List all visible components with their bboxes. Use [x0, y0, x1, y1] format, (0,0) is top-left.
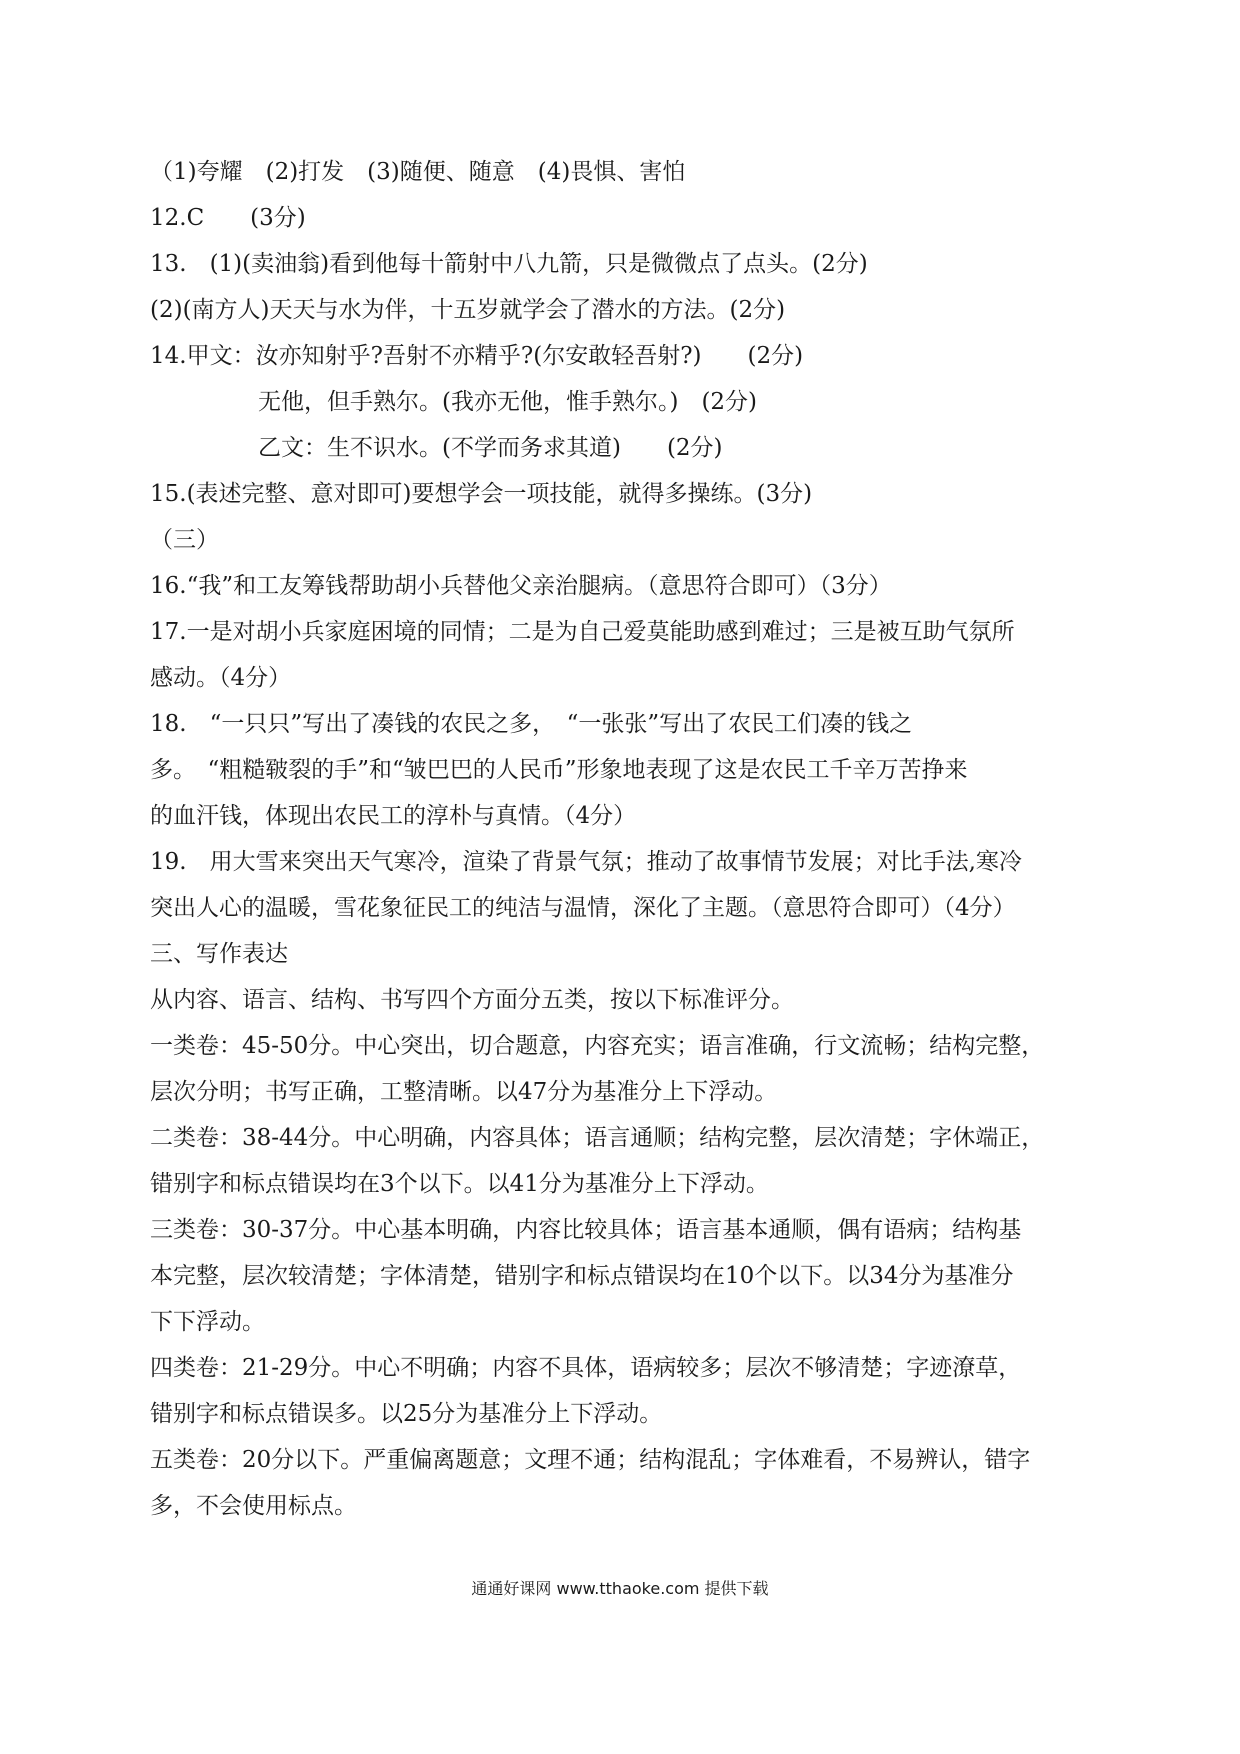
grade-3-line-3: 下下浮动。 [150, 1309, 265, 1335]
grade-2-line-2: 错别字和标点错误均在3个以下。以41分为基准分上下浮动。 [150, 1171, 769, 1197]
grade-2-line-1: 二类卷：38-44分。中心明确，内容具体；语言通顺；结构完整，层次清楚；字休端正， [150, 1125, 1045, 1151]
grade-5-line-2: 多，不会使用标点。 [150, 1493, 357, 1519]
grade-3-line-1: 三类卷：30-37分。中心基本明确，内容比较具体；语言基本通顺，偶有语病；结构基 [150, 1217, 1022, 1243]
page-footer: 通通好课网 www.tthaoke.com 提供下载 [471, 1579, 769, 1598]
answer-line-13-2: (2)(南方人)天天与水为伴，十五岁就学会了潜水的方法。(2分) [150, 297, 786, 323]
scoring-intro: 从内容、语言、结构、书写四个方面分五类，按以下标准评分。 [150, 987, 794, 1013]
section-heading-writing: 三、写作表达 [150, 941, 288, 967]
grade-5-line-1: 五类卷：20分以下。严重偏离题意；文理不通；结构混乱；字体难看，不易辨认，错字 [150, 1447, 1031, 1473]
answer-line-17-2: 感动。（4分） [150, 665, 292, 691]
answer-line-14-1: 14.甲文：汝亦知射乎?吾射不亦精乎?(尔安敢轻吾射?) (2分) [150, 343, 804, 369]
grade-1-line-2: 层次分明；书写正确，工整清晰。以47分为基准分上下浮动。 [150, 1079, 778, 1105]
answer-line-14-3: 乙文：生不识水。(不学而务求其道) (2分) [258, 435, 723, 461]
answer-line-16: 16.“我”和工友筹钱帮助胡小兵替他父亲治腿病。（意思符合即可）（3分） [150, 573, 892, 599]
answer-line-17-1: 17.一是对胡小兵家庭困境的同情；二是为自己爱莫能助感到难过；三是被互助气氛所 [150, 619, 1015, 645]
answer-line-18-2: 多。 “粗糙皲裂的手”和“皱巴巴的人民币”形象地表现了这是农民工千辛万苦挣来 [150, 757, 968, 783]
grade-4-line-2: 错别字和标点错误多。以25分为基准分上下浮动。 [150, 1401, 663, 1427]
section-heading-3: （三） [150, 527, 219, 553]
grade-1-line-1: 一类卷：45-50分。中心突出，切合题意，内容充实；语言准确，行文流畅；结构完整， [150, 1033, 1045, 1059]
answer-line-19-2: 突出人心的温暖，雪花象征民工的纯洁与温情，深化了主题。（意思符合即可）（4分） [150, 895, 1016, 921]
answer-line-12: 12.C (3分) [150, 205, 306, 231]
answer-line-18-1: 18. “一只只”写出了凑钱的农民之多， “一张张”写出了农民工们凑的钱之 [150, 711, 913, 737]
answer-line-18-3: 的血汗钱，体现出农民工的淳朴与真情。（4分） [150, 803, 637, 829]
grade-3-line-2: 本完整，层次较清楚；字体清楚，错别字和标点错误均在10个以下。以34分为基准分 [150, 1263, 1014, 1289]
answer-line-19-1: 19. 用大雪来突出天气寒冷，渲染了背景气氛；推动了故事情节发展；对比手法,寒冷 [150, 849, 1022, 875]
grade-4-line-1: 四类卷：21-29分。中心不明确；内容不具体，语病较多；层次不够清楚；字迹潦草， [150, 1355, 1022, 1381]
answer-line-14-2: 无他，但手熟尔。(我亦无他，惟手熟尔。) (2分) [258, 389, 758, 415]
answer-line-13-1: 13. (1)(卖油翁)看到他每十箭射中八九箭，只是微微点了点头。(2分) [150, 251, 868, 277]
answer-line-15: 15.(表述完整、意对即可)要想学会一项技能，就得多操练。(3分) [150, 481, 813, 507]
answer-line-11: （1)夸耀 (2)打发 (3)随便、随意 (4)畏惧、害怕 [150, 159, 686, 185]
